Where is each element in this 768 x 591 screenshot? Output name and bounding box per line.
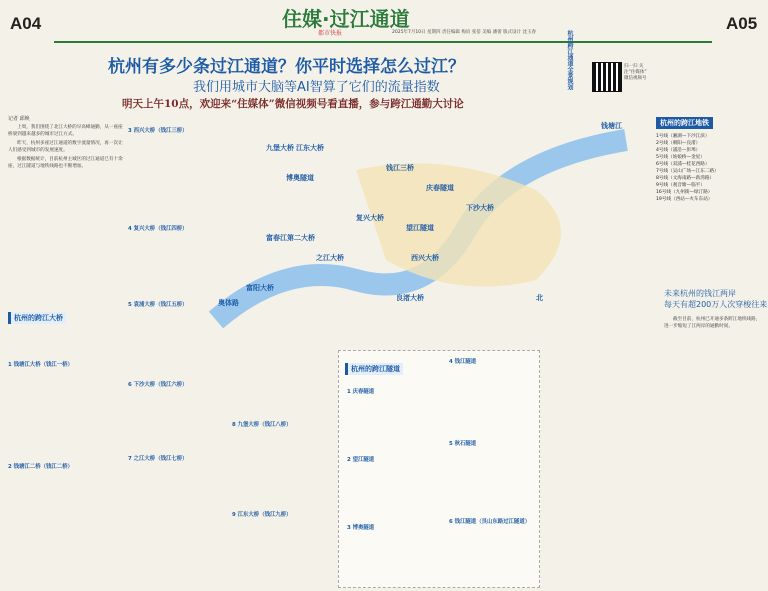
map-label: 江东大桥 <box>296 144 324 152</box>
bridge-item: 2 钱塘江二桥（钱江二桥） <box>8 464 73 470</box>
qr-code-icon[interactable] <box>592 62 622 92</box>
metro-panel <box>656 110 764 282</box>
bridge-item: 8 九堡大桥（钱江八桥） <box>232 422 292 428</box>
tunnel-item: 5 秋石隧道 <box>449 441 477 447</box>
lead-column <box>8 124 123 304</box>
side-title <box>664 288 767 310</box>
metro-desc-column <box>664 316 764 586</box>
page-number-left: A04 <box>10 14 42 33</box>
subheadline: 我们用城市大脑等AI智算了它们的流量指数 <box>193 80 440 95</box>
map-label: 下沙大桥 <box>466 204 494 212</box>
map-label: 北 <box>536 294 543 302</box>
bridge-item: 7 之江大桥（钱江七桥） <box>128 456 188 462</box>
bridge-item: 9 江东大桥（钱江九桥） <box>232 512 292 518</box>
headline: 杭州有多少条过江通道？你平时选择怎么过江？ <box>108 57 465 77</box>
bridge-item: 1 钱塘江大桥（钱江一桥） <box>8 362 73 368</box>
metro-line-item: 5号线（姑娘桥—金星） <box>656 155 705 160</box>
brand-logo: 住媒·过江通道 <box>282 7 410 31</box>
section-title-bridges: 杭州的跨江大桥 <box>8 312 66 324</box>
map-label: 良渚大桥 <box>396 294 424 302</box>
map-label: 九堡大桥 <box>266 144 294 152</box>
tunnel-item: 2 望江隧道 <box>347 457 375 463</box>
metro-line-list <box>656 133 764 203</box>
metro-line-item: 2号线（朝阳—良渚） <box>656 141 701 146</box>
map-label: 西兴大桥 <box>411 254 439 262</box>
qr-note: 扫一扫 关注“住媒体” 微信视频号 <box>624 64 647 81</box>
map-label: 复兴大桥 <box>356 214 384 222</box>
map-label: 博奥隧道 <box>286 174 314 182</box>
map-label: 钱江三桥 <box>386 164 414 172</box>
metro-line-item: 4号线（浦沿—彭埠） <box>656 148 701 153</box>
tunnel-item: 1 庆春隧道 <box>347 389 375 395</box>
metro-line-item: 7号线（吴山广场—江东二路） <box>656 169 719 174</box>
section-title-tunnels: 杭州的跨江隧道 <box>345 363 403 375</box>
metro-desc: 截至目前，杭州已开通多条跨江地铁线路，进一步缩短了江两岸的通勤时间。 <box>664 317 761 330</box>
tunnel-item: 3 博奥隧道 <box>347 525 375 531</box>
page-number-right: A05 <box>726 14 758 33</box>
river-crossing-map <box>206 110 646 330</box>
bridge-item: 5 袁浦大桥（钱江五桥） <box>128 302 188 308</box>
deck: 明天上午10点，欢迎来“住媒体”微信视频号看直播，参与跨江通勤大讨论 <box>122 98 464 110</box>
masthead-rule <box>54 41 712 43</box>
tunnel-item: 6 钱江隧道（艮山东路过江隧道） <box>449 519 531 525</box>
section-name: 过江通道 <box>329 7 410 31</box>
lead-paragraph: 根据数据统计，目前杭州主城区的过江通道已有十余座，过江隧道与地铁线路也不断增加。 <box>8 156 123 170</box>
lead-paragraph: 上周，我们围绕了北江大桥的早高峰通勤，从一座座桥梁到越来越多的城市过江方式。 <box>8 125 123 138</box>
metro-line-item: 9号线（观音塘—临平） <box>656 183 705 188</box>
map-label: 钱塘江 <box>601 122 622 130</box>
tunnel-box <box>338 350 540 588</box>
metro-line-item: 6号线（双浦—桂花西路） <box>656 162 710 167</box>
bridge-item: 6 下沙大桥（钱江六桥） <box>128 382 188 388</box>
tunnel-item: 4 钱江隧道 <box>449 359 477 365</box>
brand-name: 住媒 <box>282 7 322 31</box>
vertical-title: 杭州跨江通道全景规划 <box>566 30 573 90</box>
map-label: 奥体路 <box>218 299 239 307</box>
byline: 记者 邱焕 <box>8 116 30 122</box>
bridge-item: 3 西兴大桥（钱江三桥） <box>128 128 188 134</box>
side-title-line: 未来杭州的钱江两岸 <box>664 289 736 298</box>
section-title-metro: 杭州的跨江地铁 <box>656 117 713 129</box>
map-label: 富春江第二大桥 <box>266 234 315 242</box>
map-label: 望江隧道 <box>406 224 434 232</box>
metro-line-item: 1号线（湘湖—下沙江滨） <box>656 134 710 139</box>
masthead-meta: 2025年7月10日 星期四 责任编辑 梅谊 张蓓 美编 潘蕾 版式设计 沈玉春 <box>392 30 536 35</box>
brand-tagline: 都市快报 <box>318 30 343 37</box>
bridge-item: 4 复兴大桥（钱江四桥） <box>128 226 188 232</box>
side-title-line: 每天有超200万人次穿梭往来 <box>664 300 768 309</box>
masthead <box>0 0 768 44</box>
metro-line-item: 8号线（文海南路—新湾路） <box>656 176 715 181</box>
lead-paragraph: 昨天，杭州多座过江通道的数字流量情况，再一次让人们感受到城市的发展速度。 <box>8 140 123 154</box>
map-label: 庆春隧道 <box>426 184 454 192</box>
metro-line-item: 19号线（西站—火车东站） <box>656 197 713 202</box>
map-label: 富阳大桥 <box>246 284 274 292</box>
metro-line-item: 16号线（九州街—绿汀路） <box>656 190 713 195</box>
map-label: 之江大桥 <box>316 254 344 262</box>
